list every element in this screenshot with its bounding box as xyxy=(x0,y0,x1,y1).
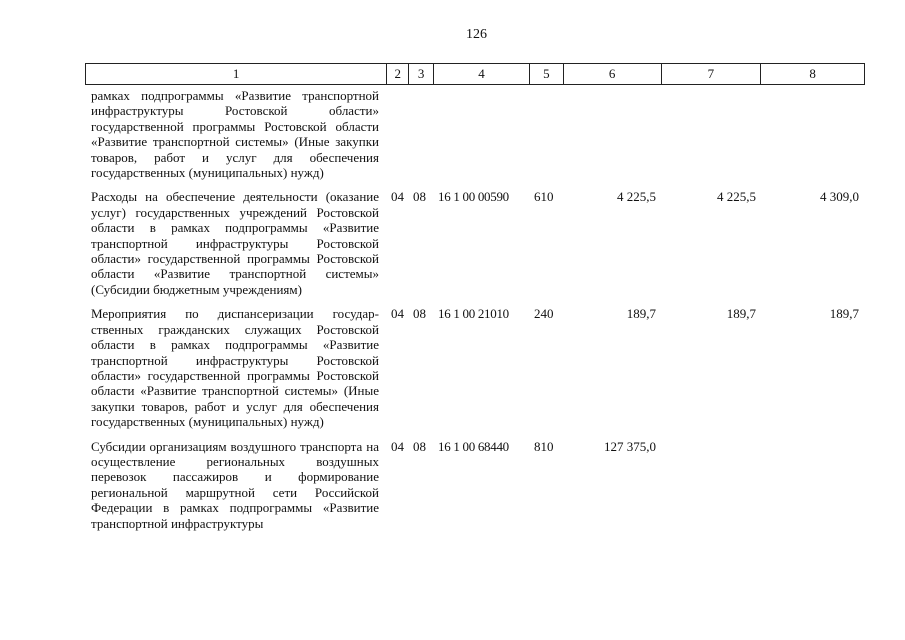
header-col-2: 2 xyxy=(387,64,409,84)
page-number: 126 xyxy=(466,27,487,42)
table-row xyxy=(85,439,865,531)
row-amount-year2: 189,7 xyxy=(726,306,756,322)
row-amount-year3 xyxy=(762,88,865,180)
row-subsection: 08 xyxy=(413,189,426,205)
row-amount-year1: 127 375,0 xyxy=(604,438,656,454)
row-section xyxy=(387,88,409,180)
row-amount-year3: 4 309,0 xyxy=(820,189,859,205)
header-col-8: 8 xyxy=(809,66,816,81)
row-section: 04 xyxy=(391,306,404,322)
row-description: Субсидии организациям воздушного транспорта на осуществление региональных воздушных перевозок пассажиров и формирование региональной маршрутной сети Российской Федерации в рамках подпрограммы «Развитие транспортной инфраструктуры xyxy=(91,438,379,531)
header-col-1: 1 xyxy=(86,64,387,84)
row-amount-year1: 189,7 xyxy=(626,306,656,322)
row-expense-type xyxy=(530,88,564,180)
row-amount-year2: 4 225,5 xyxy=(717,189,756,205)
table-row xyxy=(85,88,865,180)
row-description: Мероприятия по диспансеризации государственных гражданских служащих Ростовской области в рамках подпрограммы «Развитие транспортной инфраструктуры Ростовской области» государственной программы Ростовской области «Развитие транспортной системы» (Иные закупки товаров, работ и услуг для обеспечения государственных (муниципальных) нужд) xyxy=(91,306,379,430)
row-amount-year1 xyxy=(564,88,662,180)
row-amount-year3: 189,7 xyxy=(829,306,859,322)
row-expense-type: 810 xyxy=(534,438,554,454)
table-body xyxy=(85,88,865,540)
row-amount-year2 xyxy=(662,88,762,180)
row-target-code: 16 1 00 21010 xyxy=(438,306,509,322)
row-description: рамках подпрограммы «Развитие транспортной инфраструктуры Ростовской области» государственной программы Ростовской области «Развитие транспортной системы» (Иные закупки товаров, работ и услуг для обеспечения государственных (муниципальных) нужд) xyxy=(91,88,379,181)
row-section: 04 xyxy=(391,189,404,205)
row-expense-type: 240 xyxy=(534,306,554,322)
row-description: Расходы на обеспечение деятельности (оказание услуг) государственных учреждений Ростовской области в рамках подпрограммы «Развитие транспортной инфраструктуры Ростовской области» государственной программы Ростовской области «Развитие транспортной системы» (Субсидии бюджетным учреждениям) xyxy=(91,189,379,297)
row-amount-year3 xyxy=(762,439,865,531)
header-col-3: 3 xyxy=(409,64,434,84)
row-amount-year1: 4 225,5 xyxy=(617,189,656,205)
table-row xyxy=(85,189,865,297)
header-col-6: 6 xyxy=(564,64,662,84)
row-amount-year2 xyxy=(662,439,762,531)
row-expense-type: 610 xyxy=(534,189,554,205)
header-col-4: 4 xyxy=(434,64,530,84)
header-col-5: 5 xyxy=(530,64,564,84)
row-target-code: 16 1 00 00590 xyxy=(438,189,509,205)
table-row xyxy=(85,306,865,429)
row-target-code: 16 1 00 68440 xyxy=(438,438,509,454)
table-header xyxy=(85,63,865,85)
row-subsection: 08 xyxy=(413,438,426,454)
row-subsection xyxy=(409,88,434,180)
row-subsection: 08 xyxy=(413,306,426,322)
header-col-7: 7 xyxy=(662,64,762,84)
row-section: 04 xyxy=(391,438,404,454)
row-target-code xyxy=(434,88,530,180)
